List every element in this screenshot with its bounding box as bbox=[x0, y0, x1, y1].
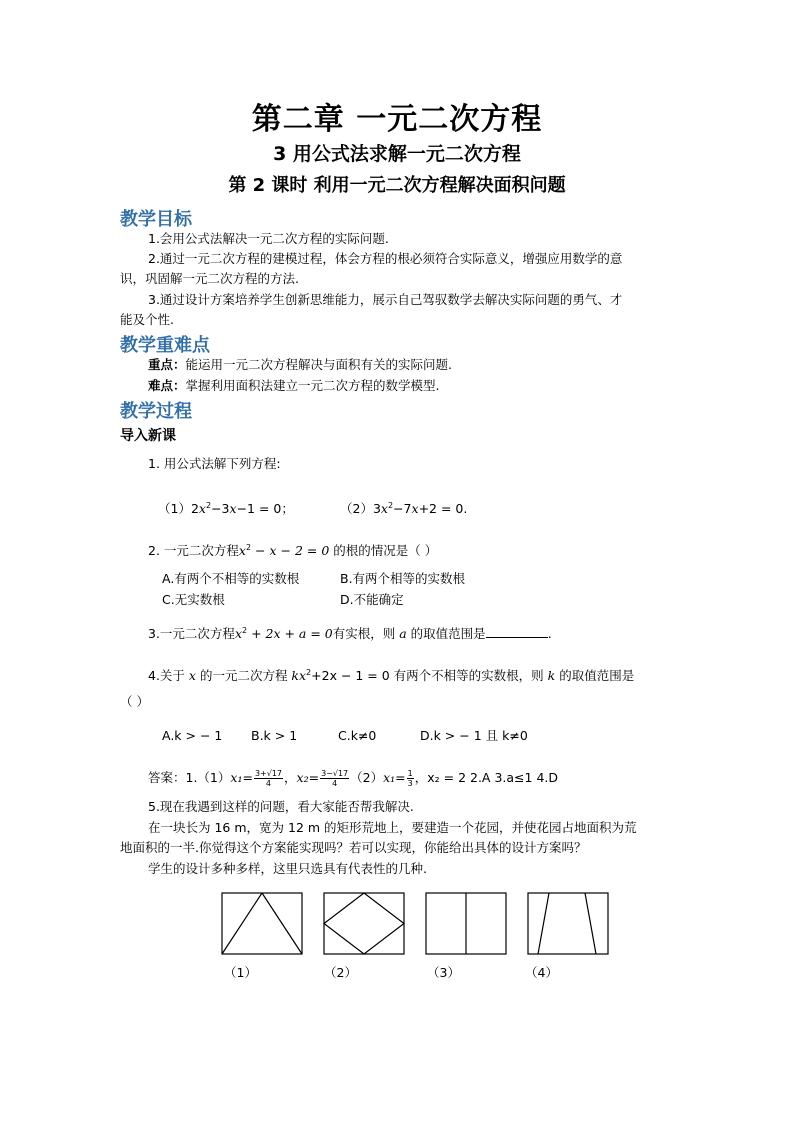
q2-post: 的根的情况是（ ） bbox=[329, 543, 438, 559]
q4-option-a: A.k > − 1 bbox=[162, 728, 223, 743]
q2-option-d: D.不能确定 bbox=[340, 592, 404, 607]
designs-intro: 学生的设计多种多样，这里只选具有代表性的几种. bbox=[148, 861, 427, 876]
objectives-heading: 教学目标 bbox=[120, 209, 192, 230]
answer-label: 答案：1.（1） bbox=[148, 770, 231, 785]
q2-pre: 2. 一元二次方程 bbox=[148, 543, 239, 559]
answer-x2: x₂= bbox=[296, 770, 320, 785]
figure-2-rhombus bbox=[324, 893, 404, 954]
fraction-1-den: 4 bbox=[265, 779, 272, 788]
key-points-heading: 教学重难点 bbox=[120, 335, 210, 356]
q3-post: 的取值范围是 bbox=[406, 626, 486, 642]
q3-sup: 2 bbox=[242, 626, 248, 635]
q3-eq-rest: + 2x + a = 0 bbox=[247, 626, 333, 642]
q1a-x2: x bbox=[229, 501, 237, 517]
q1a-mid: −3 bbox=[211, 501, 230, 517]
process-heading: 教学过程 bbox=[120, 401, 192, 422]
answer-rest: ，x₂ = 2 2.A 3.a≤1 4.D bbox=[414, 770, 558, 785]
answer-x1: x₁= bbox=[230, 770, 253, 785]
q4-eq-rest: +2x − 1 = 0 有两个不相等的实数根，则 bbox=[311, 668, 548, 684]
figure-4-trapezoid bbox=[528, 893, 608, 954]
q1a-sup: 2 bbox=[205, 501, 212, 510]
q4-eq-k: kx bbox=[291, 668, 307, 684]
q1a-pre: （1）2 bbox=[158, 501, 199, 517]
q3-end: . bbox=[547, 626, 552, 642]
q4-option-c: C.k≠0 bbox=[338, 728, 377, 743]
q2-eq-rest: − x − 2 = 0 bbox=[251, 543, 330, 559]
problem-line-1: 在一块长为 16 m，宽为 12 m 的矩形荒地上，要建造一个花园，并使花园占地面积为荒 bbox=[148, 820, 637, 835]
fraction-2-num: 3−√17 bbox=[321, 769, 349, 778]
objective-3: 3.通过设计方案培养学生创新思维能力，展示自己驾驭数学去解决实际问题的勇气、才 bbox=[148, 292, 623, 307]
q1b-x2: x bbox=[411, 501, 419, 517]
focus-text: 能运用一元二次方程解决与面积有关的实际问题. bbox=[185, 357, 452, 372]
problem-line-2: 地面积的一半.你觉得这个方案能实现吗？若可以实现，你能给出具体的设计方案吗？ bbox=[120, 840, 587, 855]
answer-x1b: x₁= bbox=[383, 770, 406, 785]
q1b-sup: 2 bbox=[387, 501, 394, 510]
fraction-3-num: 1 bbox=[407, 769, 413, 778]
fraction-3-den: 3 bbox=[407, 779, 413, 788]
difficulty-text: 掌握利用面积法建立一元二次方程的数学模型. bbox=[185, 378, 440, 393]
question-1-stem: 1. 用公式法解下列方程: bbox=[148, 456, 281, 471]
q4-paren: （ ） bbox=[120, 694, 149, 709]
q1a-x: x bbox=[198, 501, 206, 517]
intro-heading: 导入新课 bbox=[120, 428, 176, 444]
q1b-mid: −7 bbox=[393, 501, 412, 517]
q4-var-k: k bbox=[547, 668, 556, 684]
q4-option-b: B.k > 1 bbox=[251, 728, 298, 743]
objective-1: 1.会用公式法解决一元二次方程的实际问题. bbox=[148, 231, 389, 246]
q4-pre: 4.关于 bbox=[148, 668, 189, 684]
figure-3-split bbox=[426, 893, 506, 954]
q2-option-b: B.有两个相等的实数根 bbox=[340, 571, 466, 586]
answer-part2: （2） bbox=[350, 770, 384, 785]
q1a-end: −1 = 0； bbox=[236, 501, 294, 517]
figure-1-triangle bbox=[222, 893, 302, 954]
q1b-end: +2 = 0. bbox=[418, 501, 468, 517]
objective-3-cont: 能及个性. bbox=[120, 312, 174, 327]
q4-post: 的取值范围是 bbox=[555, 668, 635, 684]
q2-option-a: A.有两个不相等的实数根 bbox=[162, 571, 300, 586]
section-title: 3 用公式法求解一元二次方程 bbox=[273, 143, 521, 165]
q3-mid: 有实根，则 bbox=[332, 626, 400, 642]
lesson-title: 第 2 课时 利用一元二次方程解决面积问题 bbox=[228, 175, 566, 196]
q2-sup: 2 bbox=[245, 543, 252, 552]
q2-option-c: C.无实数根 bbox=[162, 592, 225, 607]
q1b-x: x bbox=[380, 501, 388, 517]
difficulty-label: 难点： bbox=[148, 378, 186, 393]
q4-option-d: D.k > − 1 且 k≠0 bbox=[420, 728, 528, 743]
objective-2-cont: 识，巩固解一元二次方程的方法. bbox=[120, 271, 299, 286]
question-5: 5.现在我遇到这样的问题，看大家能否帮我解决. bbox=[148, 799, 414, 814]
q2-x: x bbox=[238, 543, 246, 559]
objective-2: 2.通过一元二次方程的建模过程，体会方程的根必须符合实际意义，增强应用数学的意 bbox=[148, 251, 623, 266]
figure-caption-4: （4） bbox=[525, 965, 558, 980]
q3-pre: 3.一元二次方程 bbox=[148, 626, 235, 642]
q4-sup: 2 bbox=[306, 668, 312, 677]
fraction-2-den: 4 bbox=[332, 779, 338, 788]
q3-var: a bbox=[399, 626, 407, 642]
fraction-1-num: 3+√17 bbox=[254, 769, 283, 778]
q4-mid: 的一元二次方程 bbox=[195, 668, 292, 684]
figure-caption-1: （1） bbox=[224, 965, 257, 980]
figure-caption-3: （3） bbox=[427, 965, 460, 980]
answer-comma: ， bbox=[284, 770, 297, 785]
chapter-title: 第二章 一元二次方程 bbox=[251, 102, 543, 137]
q3-x: x bbox=[234, 626, 242, 642]
q1b-pre: （2）3 bbox=[340, 501, 381, 517]
q4-var-x: x bbox=[188, 668, 196, 684]
figure-caption-2: （2） bbox=[324, 965, 357, 980]
focus-label: 重点： bbox=[148, 357, 186, 372]
